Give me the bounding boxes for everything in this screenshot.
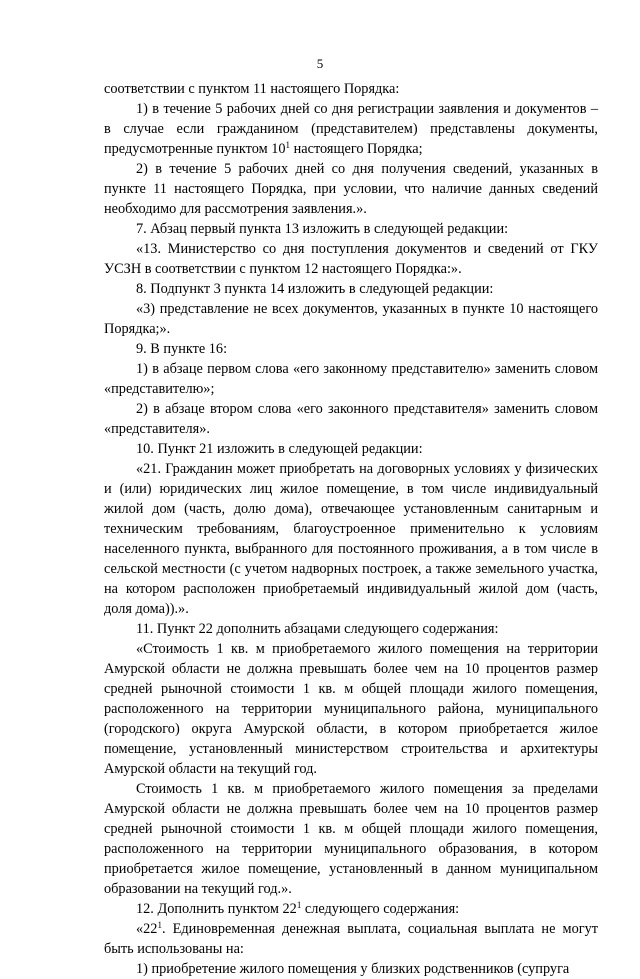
paragraph: «Стоимость 1 кв. м приобретаемого жилого помещения на территории Амурской области не должна превышать более чем на 10 процентов размер средней рыночной стоимости 1 кв. м общей площади жилого помещения, расположенного на территории муниципального района, муниципального (городского) округа Амурской области, в котором приобретается жилое помещение, установленный министерством строительства и архитектуры Амурской области на текущий год. — [104, 641, 598, 777]
paragraph: «$22^1$. Единовременная денежная выплата, социальная выплата не могут быть использованы на: — [104, 920, 598, 957]
paragraph: 10. Пункт 21 изложить в следующей редакции: — [136, 441, 423, 457]
paragraph: 12. Дополнить пунктом $22^1$ следующего содержания: — [136, 900, 460, 917]
paragraph: 2) в течение 5 рабочих дней со дня получения сведений, указанных в пункте 11 настоящего Порядка, при условии, что наличие данных сведений необходимо для рассмотрения заявления.». — [104, 161, 598, 217]
paragraph: «13. Министерство со дня поступления документов и сведений от ГКУ УСЗН в соответствии с пунктом 12 настоящего Порядка:». — [104, 241, 598, 277]
document-body — [104, 79, 598, 979]
paragraph: соответствии с пунктом 11 настоящего Порядка: — [104, 81, 400, 97]
paragraph: 7. Абзац первый пункта 13 изложить в следующей редакции: — [136, 221, 509, 237]
superscript: 1 — [296, 900, 302, 910]
paragraph: 2) в абзаце втором слова «его законного представителя» заменить словом «представителя». — [104, 401, 598, 437]
paragraph: 1) в абзаце первом слова «его законному представителю» заменить словом «представителю»; — [104, 361, 598, 397]
paragraph: «3) представление не всех документов, указанных в пункте 10 настоящего Порядка;». — [104, 301, 598, 337]
paragraph: 1) приобретение жилого помещения у близких родственников (супруга — [136, 961, 570, 977]
paragraph: 9. В пункте 16: — [136, 341, 228, 357]
paragraph: 1) в течение 5 рабочих дней со дня регистрации заявления и документов – в случае если гражданином (представителем) представлены документы, предусмотренные пунктом $10^1$ настоящего Порядка; — [104, 101, 598, 157]
paragraph: «21. Гражданин может приобретать на договорных условиях у физических и (или) юридических лиц жилое помещение, в том числе индивидуальный жилой дом (часть, долю дома), отвечающее установленным санитарным и техническим требованиям, благоустроенное применительно к условиям населенного пункта, выбранного для постоянного проживания, а в том числе в сельской местности (с учетом надворных построек, а также земельного участка, на котором расположен приобретаемый индивидуальный жилой дом (часть, доля дома)).». — [104, 461, 598, 617]
paragraph: Стоимость 1 кв. м приобретаемого жилого помещения за пределами Амурской области не должна превышать более чем на 10 процентов размер средней рыночной стоимости 1 кв. м общей площади жилого помещения, расположенного на территории муниципального образования, в котором приобретается жилое помещение, установленный в данном муниципальном образовании на текущий год.». — [104, 781, 598, 897]
superscript: 1 — [285, 140, 291, 150]
page-number: 5 — [316, 56, 324, 71]
paragraph: 8. Подпункт 3 пункта 14 изложить в следующей редакции: — [136, 281, 494, 297]
superscript: 1 — [157, 920, 162, 930]
paragraph: 11. Пункт 22 дополнить абзацами следующего содержания: — [136, 621, 499, 637]
